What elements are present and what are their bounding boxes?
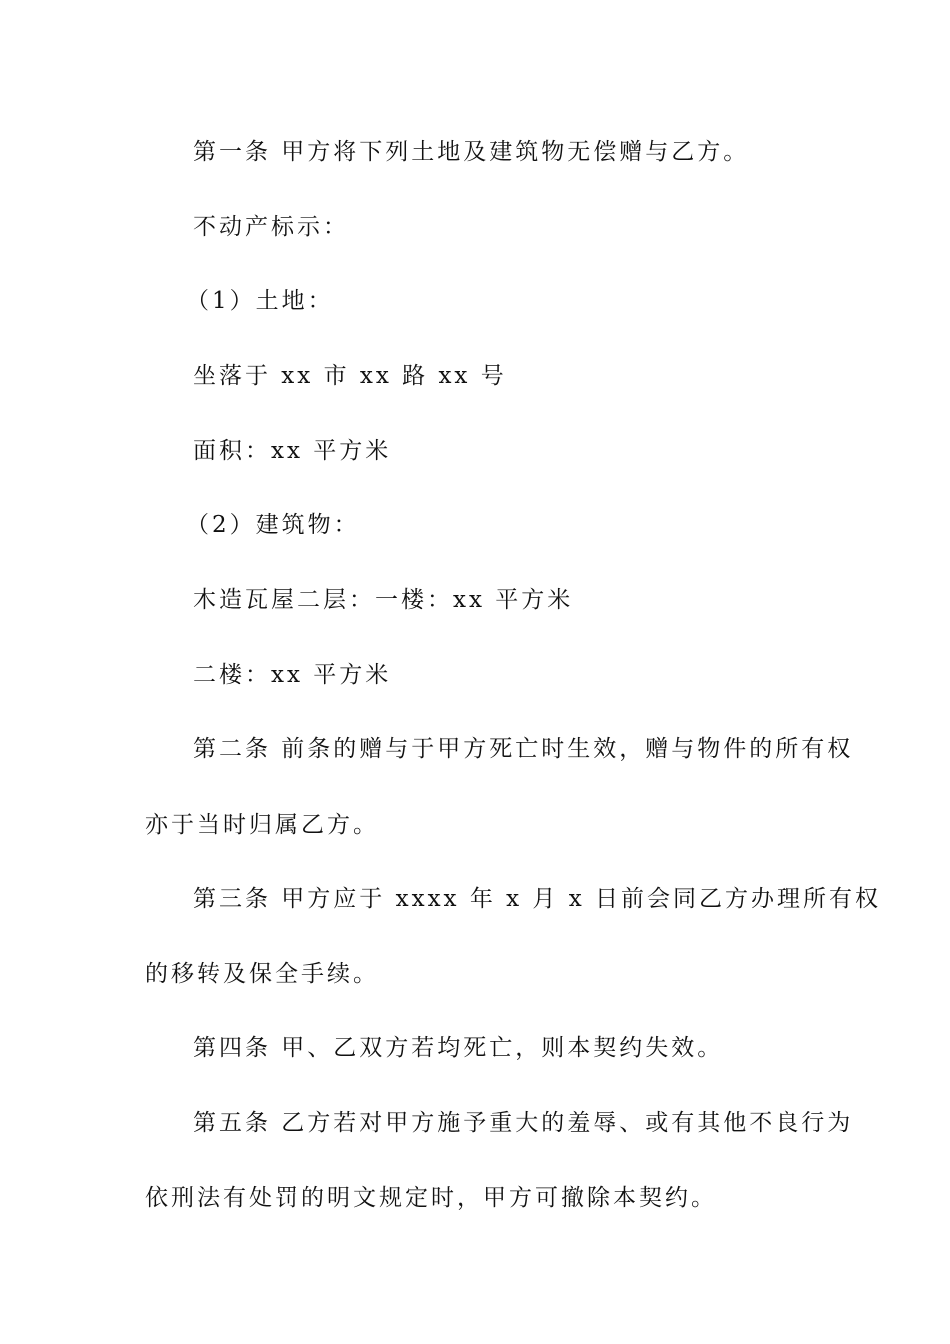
land-location: 坐落于 xx 市 xx 路 xx 号 [193,363,507,389]
land-heading: （1）土地： [186,288,334,314]
article-5-line-2: 依刑法有处罚的明文规定时，甲方可撤除本契约。 [145,1185,717,1211]
building-floor-1: 木造瓦屋二层：一楼：xx 平方米 [193,587,574,613]
property-heading: 不动产标示： [193,214,349,240]
article-2-line-1: 第二条 前条的赠与于甲方死亡时生效，赠与物件的所有权 [193,736,854,762]
article-2-line-2: 亦于当时归属乙方。 [145,812,379,838]
article-3-line-1: 第三条 甲方应于 xxxx 年 x 月 x 日前会同乙方办理所有权 [193,886,882,912]
building-floor-2: 二楼：xx 平方米 [193,662,392,688]
article-5-line-1: 第五条 乙方若对甲方施予重大的羞辱、或有其他不良行为 [193,1110,854,1136]
article-4: 第四条 甲、乙双方若均死亡，则本契约失效。 [193,1035,724,1061]
land-area: 面积：xx 平方米 [193,438,392,464]
building-heading: （2）建筑物： [186,512,360,538]
article-3-line-2: 的移转及保全手续。 [145,961,379,987]
article-1: 第一条 甲方将下列土地及建筑物无偿赠与乙方。 [193,139,750,165]
